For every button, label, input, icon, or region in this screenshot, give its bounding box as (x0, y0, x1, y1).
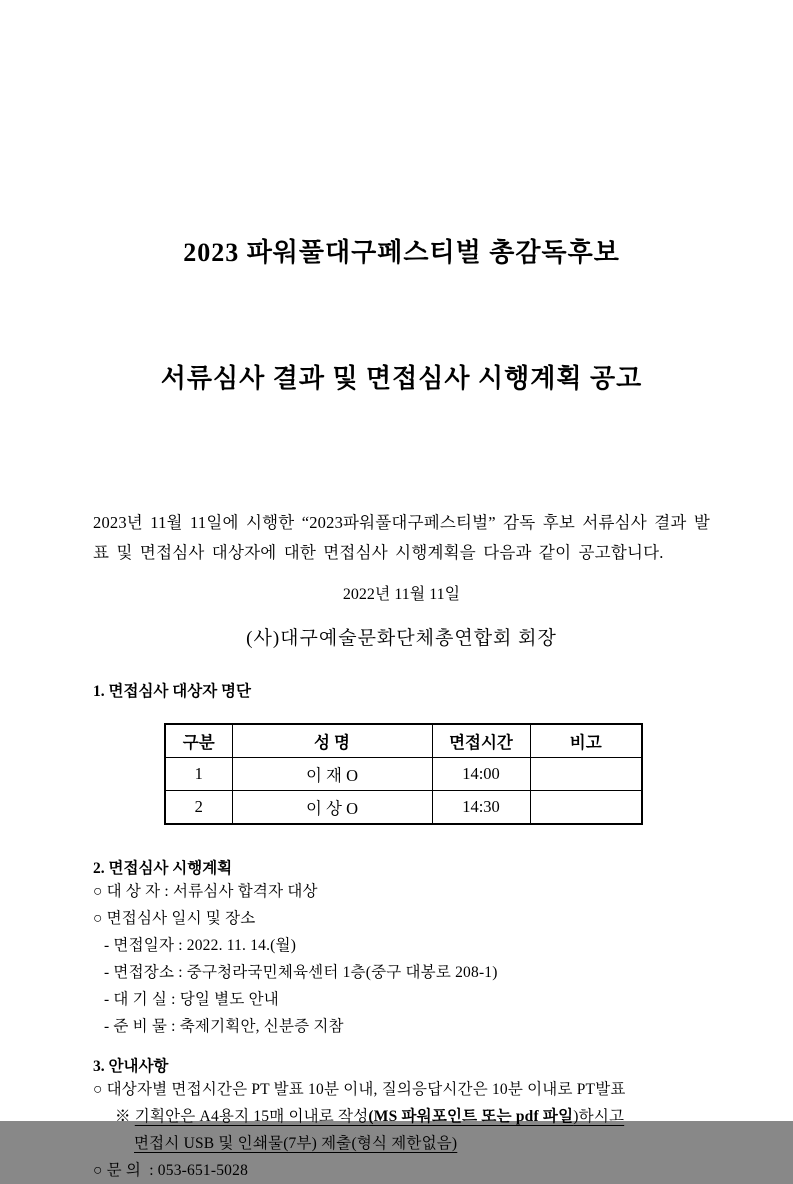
list-item: - 면접장소 : 중구청라국민체육센터 1층(중구 대봉로 208-1) (104, 964, 498, 981)
signature-organization: (사)대구예술문화단체총연합회 회장 (246, 628, 557, 649)
list-item: ○ 대 상 자 : 서류심사 합격자 대상 (93, 883, 318, 900)
list-item: - 대 기 실 : 당일 별도 안내 (104, 991, 279, 1008)
cell-no: 2 (165, 791, 232, 825)
table-row (165, 791, 642, 825)
cell-note (530, 791, 642, 825)
section2-heading: 2. 면접심사 시행계획 (93, 860, 233, 877)
note-line1 (93, 1103, 710, 1130)
document-title-line2: 서류심사 결과 및 면접심사 시행계획 공고 (160, 364, 643, 393)
col-header-no: 구분 (165, 724, 232, 758)
note-marker: ※ (115, 1108, 135, 1125)
col-header-time: 면접시간 (432, 724, 530, 758)
col-header-note: 비고 (530, 724, 642, 758)
cell-time: 14:30 (432, 791, 530, 825)
note-text-suffix: )하시고 (573, 1108, 625, 1125)
document-title-line1: 2023 파워풀대구페스티벌 총감독후보 (183, 238, 620, 267)
section2-list (93, 878, 710, 1040)
announcement-date: 2022년 11월 11일 (342, 586, 461, 603)
interview-roster-table (164, 723, 643, 825)
document-title (93, 148, 710, 484)
cell-name: 이 재 O (232, 758, 432, 791)
cell-time: 14:00 (432, 758, 530, 791)
note-text-bold: (MS 파워포인트 또는 pdf 파일 (368, 1108, 574, 1125)
section3-list (93, 1076, 710, 1184)
table-row (165, 758, 642, 791)
note-underlined-text (135, 1108, 624, 1125)
note-line2 (93, 1130, 710, 1157)
col-header-name: 성 명 (232, 724, 432, 758)
section1-heading: 1. 면접심사 대상자 명단 (93, 683, 252, 700)
section3-heading: 3. 안내사항 (93, 1058, 169, 1075)
list-item: - 준 비 물 : 축제기획안, 신분증 지참 (104, 1018, 344, 1035)
cell-no: 1 (165, 758, 232, 791)
cell-note (530, 758, 642, 791)
list-item-pt: ○ 대상자별 면접시간은 PT 발표 10분 이내, 질의응답시간은 10분 이내로 PT발표 (93, 1081, 626, 1098)
intro-paragraph: 2023년 11월 11일에 시행한 “2023파워풀대구페스티벌” 감독 후보 서류심사 결과 발표 및 면접심사 대상자에 대한 면접심사 시행계획을 다음과 같이 공고합니다. (93, 513, 710, 562)
note-text-regular: 기획안은 A4용지 15매 이내로 작성 (134, 1108, 369, 1125)
table-header-row (165, 724, 642, 758)
cell-name: 이 상 O (232, 791, 432, 825)
list-item: - 면접일자 : 2022. 11. 14.(월) (104, 937, 297, 954)
note-line2-text: 면접시 USB 및 인쇄물(7부) 제출(형식 제한없음) (134, 1135, 458, 1152)
list-item-contact: ○ 문 의 : 053-651-5028 (93, 1162, 249, 1179)
list-item: ○ 면접심사 일시 및 장소 (93, 910, 256, 927)
